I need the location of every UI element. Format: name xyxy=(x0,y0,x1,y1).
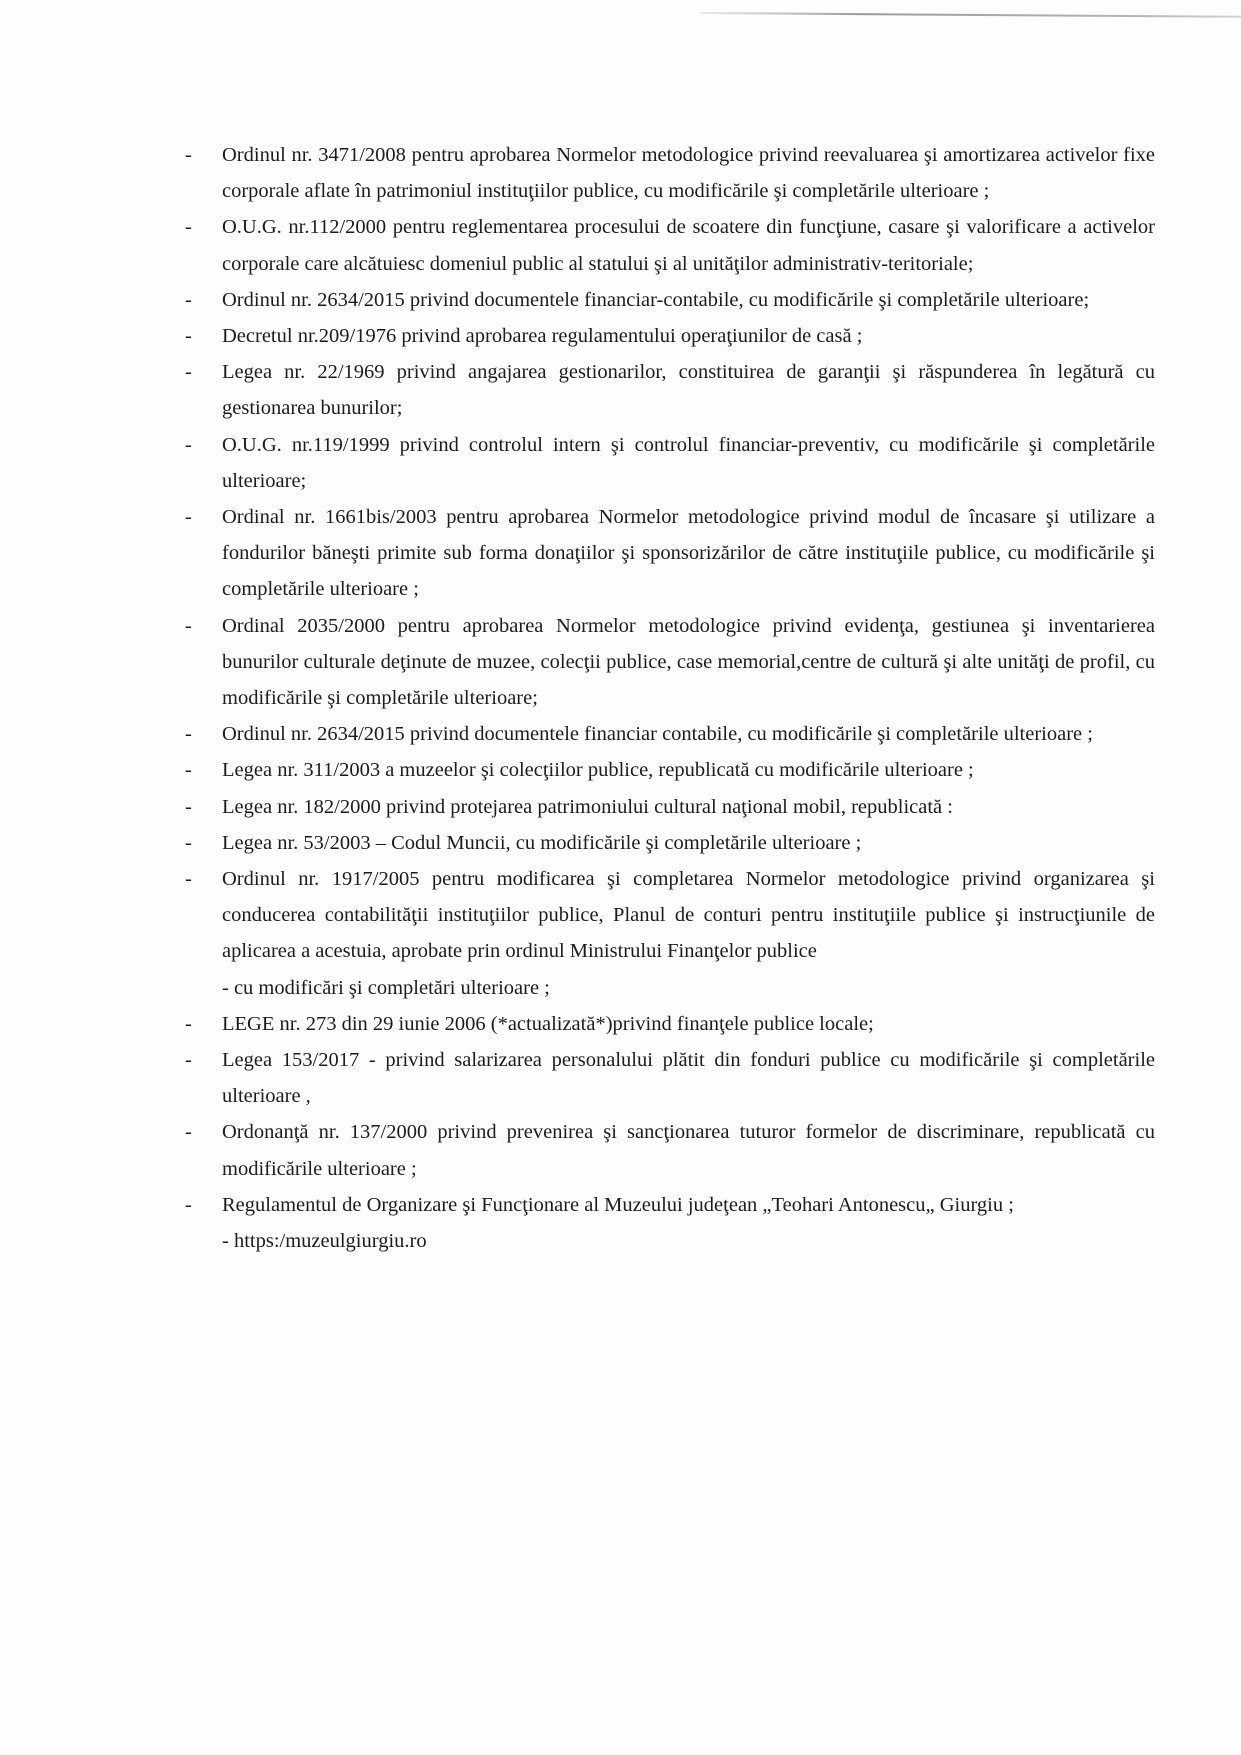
list-item-text: Legea nr. 22/1969 privind angajarea gestionarilor, constituirea de garanţii şi răspunderea în legătură cu gestionarea bunurilor; xyxy=(222,361,1155,420)
list-item-text: Legea 153/2017 - privind salarizarea personalului plătit din fonduri publice cu modificările şi completările ulterioare , xyxy=(222,1049,1155,1108)
legislation-list xyxy=(185,137,1155,1259)
list-item-text: Ordinal 2035/2000 pentru aprobarea Normelor metodologice privind evidenţa, gestiunea şi inventarierea bunurilor culturale deţinute de muzee, colecţii publice, case memorial,centre de cultură şi alte unităţi de profil, cu modificările şi completările ulterioare; xyxy=(222,614,1155,710)
website-link-text: - https:/muzeulgiurgiu.ro xyxy=(222,1230,427,1253)
bullet-dash: - xyxy=(185,361,192,384)
bullet-dash: - xyxy=(185,433,192,456)
bullet-dash: - xyxy=(185,288,192,311)
bullet-dash: - xyxy=(185,831,192,854)
list-item-text: Ordonanţă nr. 137/2000 privind prevenirea şi sancţionarea tuturor formelor de discriminare, republicată cu modificările ulterioare ; xyxy=(222,1121,1155,1180)
list-item-text: O.U.G. nr.112/2000 pentru reglementarea procesului de scoatere din funcţiune, casare şi valorificare a activelor corporale care alcătuiesc domeniul public al statului şi al unităţilor administrativ-teritoriale; xyxy=(222,216,1155,275)
list-item xyxy=(185,318,1155,354)
list-item-text: Ordinal nr. 1661bis/2003 pentru aprobarea Normelor metodologice privind modul de încasare şi utilizare a fondurilor băneşti primite sub forma donaţiilor şi sponsorizărilor de către instituţiile publice, cu modificările şi completările ulterioare ; xyxy=(222,506,1155,601)
list-item xyxy=(185,716,1155,752)
bullet-dash: - xyxy=(185,795,192,818)
bullet-dash: - xyxy=(185,216,192,239)
list-item xyxy=(185,209,1155,281)
list-item-text: Ordinul nr. 3471/2008 pentru aprobarea Normelor metodologice privind reevaluarea şi amortizarea activelor fixe corporale aflate în patrimoniul instituţiilor publice, cu modificările şi completările ulterioare ; xyxy=(222,144,1155,203)
list-item-text: Regulamentul de Organizare şi Funcţionare al Muzeului judeţean „Teohari Antonescu„ Giurgiu ; xyxy=(222,1193,1014,1216)
list-item-text: O.U.G. nr.119/1999 privind controlul intern şi controlul financiar-preventiv, cu modificările şi completările ulterioare; xyxy=(222,433,1155,492)
bullet-dash: - xyxy=(185,1193,192,1216)
bullet-dash: - xyxy=(185,1049,192,1072)
bullet-dash: - xyxy=(185,1012,192,1035)
scan-artifact-line xyxy=(700,12,1241,18)
list-item xyxy=(185,1187,1155,1259)
bullet-dash: - xyxy=(185,868,192,891)
list-item-text: Legea nr. 311/2003 a muzeelor şi colecţiilor publice, republicată cu modificările ulterioare ; xyxy=(222,759,974,782)
list-item-text: Ordinul nr. 2634/2015 privind documentele financiar contabile, cu modificările şi completările ulterioare ; xyxy=(222,723,1093,746)
list-item xyxy=(185,137,1155,209)
bullet-dash: - xyxy=(185,144,192,166)
list-item xyxy=(185,825,1155,861)
bullet-dash: - xyxy=(185,325,192,348)
bullet-dash: - xyxy=(185,1121,192,1144)
list-item-text: Legea nr. 53/2003 – Codul Muncii, cu modificările şi completările ulterioare ; xyxy=(222,831,862,854)
list-item-text: Legea nr. 182/2000 privind protejarea patrimoniului cultural naţional mobil, republicată : xyxy=(222,795,953,818)
list-item-text: Ordinul nr. 1917/2005 pentru modificarea şi completarea Normelor metodologice privind organizarea şi conducerea contabilităţii instituţiilor publice, Planul de conturi pentru instituţiile publice şi instrucţiunile de aplicarea a acestuia, aprobate prin ordinul Ministrului Finanţelor publice xyxy=(222,868,1155,963)
bullet-dash: - xyxy=(185,506,192,529)
list-item xyxy=(185,427,1155,499)
list-item-text: Ordinul nr. 2634/2015 privind documentele financiar-contabile, cu modificările şi completările ulterioare; xyxy=(222,288,1090,311)
bullet-dash: - xyxy=(185,723,192,746)
list-item xyxy=(185,1114,1155,1186)
list-item xyxy=(185,1006,1155,1042)
list-item xyxy=(185,789,1155,825)
list-item xyxy=(185,499,1155,608)
bullet-dash: - xyxy=(185,759,192,782)
list-item xyxy=(185,752,1155,788)
list-item xyxy=(185,1042,1155,1114)
list-item-text: Decretul nr.209/1976 privind aprobarea regulamentului operaţiunilor de casă ; xyxy=(222,325,863,348)
list-item-text: LEGE nr. 273 din 29 iunie 2006 (*actualizată*)privind finanţele publice locale; xyxy=(222,1012,874,1035)
bullet-dash: - xyxy=(185,614,192,637)
list-item xyxy=(185,608,1155,717)
list-item xyxy=(185,354,1155,426)
list-item-continuation: - cu modificări şi completări ulterioare ; xyxy=(222,976,550,999)
list-item xyxy=(185,282,1155,318)
list-item xyxy=(185,861,1155,1006)
